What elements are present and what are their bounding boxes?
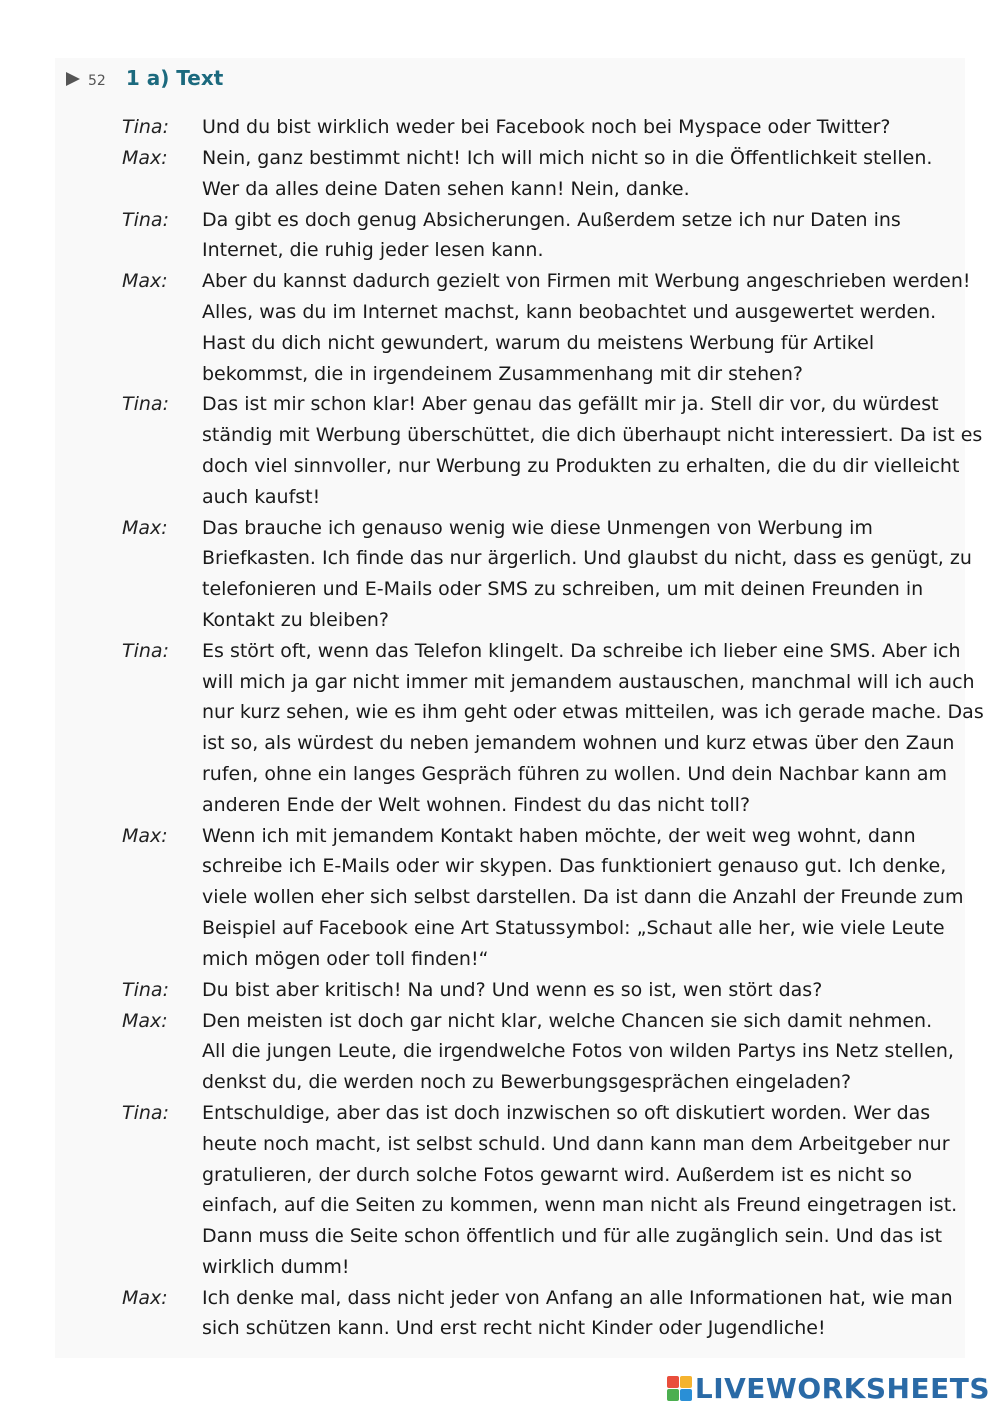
speaker-label: Max: [122, 147, 168, 169]
speaker-label: Max: [122, 1009, 168, 1032]
utterance-line: will mich ja gar nicht immer mit jemandem austauschen, manchmal will ich auch [202, 670, 975, 693]
utterance-line: ständig mit Werbung überschüttet, die dich überhaupt nicht interessiert. Da ist es [202, 424, 983, 447]
utterance-line: schreibe ich E-Mails oder wir skypen. Das funktioniert genauso gut. Ich denke, [202, 855, 947, 878]
dialogue-turn [122, 1283, 952, 1345]
dialogue-turn [122, 143, 952, 205]
utterance-line: auch kaufst! [202, 485, 321, 508]
speaker-label: Max: [122, 270, 168, 293]
dialogue-turn [122, 112, 952, 143]
utterance-line: Und du bist wirklich weder bei Facebook noch bei Myspace oder Twitter? [202, 116, 891, 138]
speaker-label: Tina: [122, 639, 169, 662]
utterance [202, 1283, 953, 1345]
dialogue-turn [122, 975, 952, 1006]
utterance-line: sich schützen kann. Und erst recht nicht Kinder oder Jugendliche! [202, 1317, 826, 1340]
utterance [202, 389, 982, 512]
utterance-line: Aber du kannst dadurch gezielt von Firmen mit Werbung angeschrieben werden! [202, 270, 971, 293]
utterance-line: Hast du dich nicht gewundert, warum du meistens Werbung für Artikel [202, 331, 875, 354]
logo-mark-square [680, 1376, 692, 1388]
utterance [202, 513, 972, 636]
liveworksheets-logo-icon [667, 1376, 692, 1401]
utterance [202, 205, 952, 267]
utterance-line: Da gibt es doch genug Absicherungen. Außerdem setze ich nur Daten ins [202, 208, 901, 231]
utterance [202, 266, 971, 389]
utterance-line: heute noch macht, ist selbst schuld. Und dann kann man dem Arbeitgeber nur [202, 1132, 950, 1155]
utterance-line: Kontakt zu bleiben? [202, 608, 390, 631]
dialogue [122, 112, 984, 1344]
utterance-line: denkst du, die werden noch zu Bewerbungsgesprächen eingeladen? [202, 1071, 852, 1094]
speaker-label: Tina: [122, 978, 169, 1001]
speaker-label: Tina: [122, 1101, 169, 1124]
track-number: 52 [88, 73, 106, 89]
utterance-line: mich mögen oder toll finden!“ [202, 947, 489, 970]
logo-text: LIVEWORKSHEETS [694, 1372, 990, 1405]
utterance [202, 821, 963, 975]
utterance [202, 143, 952, 205]
utterance-line: rufen, ohne ein langes Gespräch führen zu wollen. Und dein Nachbar kann am [202, 762, 948, 785]
utterance [202, 975, 952, 1006]
utterance-line: doch viel sinnvoller, nur Werbung zu Produkten zu erhalten, die du dir vielleicht [202, 454, 960, 477]
utterance-line: Briefkasten. Ich finde das nur ärgerlich. Und glaubst du nicht, dass es genügt, zu [202, 547, 972, 570]
utterance-line: gratulieren, der durch solche Fotos gewarnt wird. Außerdem ist es nicht so [202, 1163, 912, 1186]
utterance-line: Entschuldige, aber das ist doch inzwischen so oft diskutiert worden. Wer das [202, 1101, 931, 1124]
speaker-label: Max: [122, 824, 168, 847]
logo-mark-square [680, 1389, 692, 1401]
liveworksheets-logo [667, 1372, 990, 1405]
play-triangle-icon[interactable] [66, 72, 80, 86]
speaker-label: Tina: [122, 208, 169, 231]
logo-mark-square [667, 1376, 679, 1388]
utterance-line: Ich denke mal, dass nicht jeder von Anfang an alle Informationen hat, wie man [202, 1286, 953, 1309]
utterance-line: wirklich dumm! [202, 1255, 350, 1278]
dialogue-turn [122, 266, 971, 389]
speaker-label: Max: [122, 516, 168, 539]
utterance-line: anderen Ende der Welt wohnen. Findest du das nicht toll? [202, 793, 751, 816]
utterance [202, 112, 952, 143]
utterance-line: Den meisten ist doch gar nicht klar, welche Chancen sie sich damit nehmen. [202, 1009, 933, 1032]
utterance [202, 636, 984, 821]
dialogue-turn [122, 1098, 958, 1283]
utterance-line: Das ist mir schon klar! Aber genau das gefällt mir ja. Stell dir vor, du würdest [202, 393, 939, 416]
utterance-line: Das brauche ich genauso wenig wie diese Unmengen von Werbung im [202, 516, 873, 539]
utterance [202, 1006, 954, 1098]
utterance-line: Dann muss die Seite schon öffentlich und für alle zugänglich sein. Und das ist [202, 1225, 943, 1248]
utterance-line: All die jungen Leute, die irgendwelche Fotos von wilden Partys ins Netz stellen, [202, 1040, 954, 1063]
utterance-line: Beispiel auf Facebook eine Art Statussymbol: „Schaut alle her, wie viele Leute [202, 916, 945, 939]
utterance-line: Alles, was du im Internet machst, kann beobachtet und ausgewertet werden. [202, 300, 937, 323]
utterance-line: Nein, ganz bestimmt nicht! Ich will mich nicht so in die Öffentlichkeit stellen. [202, 147, 933, 169]
utterance-line: Wer da alles deine Daten sehen kann! Nein, danke. [202, 177, 690, 200]
utterance [202, 1098, 957, 1283]
utterance-line: telefonieren und E-Mails oder SMS zu schreiben, um mit deinen Freunden in [202, 578, 924, 601]
dialogue-turn [122, 821, 964, 975]
dialogue-turn [122, 205, 952, 267]
dialogue-turn [122, 636, 984, 821]
utterance-line: ist so, als würdest du neben jemandem wohnen und kurz etwas über den Zaun [202, 732, 955, 755]
utterance-line: Internet, die ruhig jeder lesen kann. [202, 239, 544, 262]
section-header [66, 66, 223, 90]
logo-mark-square [667, 1389, 679, 1401]
utterance-line: Wenn ich mit jemandem Kontakt haben möchte, der weit weg wohnt, dann [202, 824, 916, 847]
utterance-line: Du bist aber kritisch! Na und? Und wenn es so ist, wen stört das? [202, 978, 823, 1001]
dialogue-turn [122, 389, 983, 512]
section-title: 1 a) Text [125, 66, 224, 90]
utterance-line: bekommst, die in irgendeinem Zusammenhang mit dir stehen? [202, 362, 803, 385]
speaker-label: Max: [122, 1286, 168, 1309]
speaker-label: Tina: [122, 393, 169, 416]
utterance-line: nur kurz sehen, wie es ihm geht oder etwas mitteilen, was ich gerade mache. Das [202, 701, 984, 724]
utterance-line: Es stört oft, wenn das Telefon klingelt. Da schreibe ich lieber eine SMS. Aber ich [202, 639, 961, 662]
dialogue-turn [122, 513, 972, 636]
utterance-line: viele wollen eher sich selbst darstellen. Da ist dann die Anzahl der Freunde zum [202, 886, 964, 909]
dialogue-turn [122, 1006, 952, 1098]
utterance-line: einfach, auf die Seiten zu kommen, wenn man nicht als Freund eingetragen ist. [202, 1194, 958, 1217]
speaker-label: Tina: [122, 116, 169, 138]
